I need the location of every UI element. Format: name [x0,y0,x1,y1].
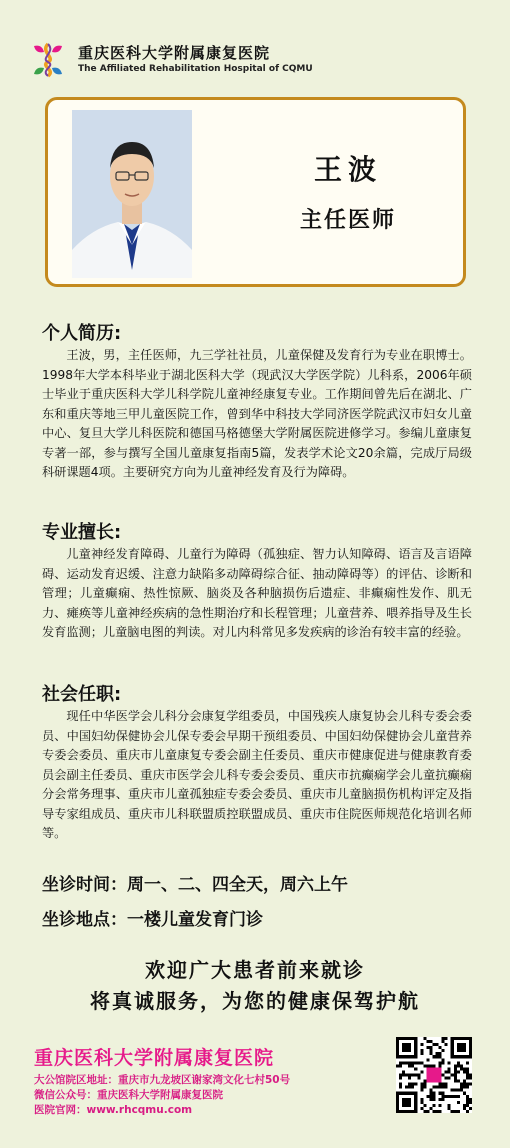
expertise-text: 儿童神经发育障碍、儿童行为障碍（孤独症、智力认知障碍、语言及言语障碍、运动发育迟缓、注意力缺陷多动障碍综合征、抽动障碍等）的评估、诊断和管理；儿童癫痫、热性惊厥、脑炎及各种脑损伤后遗症、非癫痫性发作、肌无力、瘫痪等儿童神经疾病的急性期治疗和长程管理；儿童营养、喂养指导及生长发育监测；儿童脑电图的判读。对儿内科常见多发疾病的诊治有较丰富的经验。 [42,547,472,639]
footer-wechat: 微信公众号：重庆医科大学附属康复医院 [34,1089,223,1101]
doctor-title: 主任医师 [299,208,396,233]
welcome-line-2: 将真诚服务，为您的健康保驾护航 [90,989,420,1013]
social-heading: 社会任职: [42,684,122,705]
footer-hospital-name: 重庆医科大学附属康复医院 [34,1047,275,1069]
footer-address: 大公馆院区地址：重庆市九龙坡区谢家湾文化七村50号 [34,1074,291,1086]
expertise-heading: 专业擅长: [42,522,122,543]
qr-code [396,1037,472,1113]
doctor-profile-card [45,97,466,287]
footer-website[interactable]: 医院官网：www.rhcqmu.com [34,1104,193,1116]
bio-text: 王波，男，主任医师，九三学社社员，儿童保健及发育行为专业在职博士。1998年大学本科毕业于湖北医科大学（现武汉大学医学院）儿科系，2006年硕士毕业于重庆医科大学儿科学院儿童神经康复专业。工作期间曾先后在湖北、广东和重庆等地三甲儿童医院工作，曾到华中科技大学同济医学院武汉市妇女儿童中心、复旦大学儿科医院和德国马格德堡大学附属医院进修学习。参编儿童康复专著一部，参与撰写全国儿童康复指南5篇，发表学术论文20余篇，完成厅局级科研课题4项。主要研究方向为儿童神经发育及行为障碍。 [42,348,472,479]
hospital-logo-icon [28,40,68,80]
hospital-header [28,40,488,82]
doctor-name: 王波 [313,153,382,186]
clinic-time: 坐诊时间：周一、二、四全天，周六上午 [42,875,348,895]
clinic-location: 坐诊地点：一楼儿童发育门诊 [42,910,263,930]
hospital-name-en: The Affiliated Rehabilitation Hospital of CQMU [78,64,313,74]
social-text: 现任中华医学会儿科分会康复学组委员，中国残疾人康复协会儿科专委会委员、中国妇幼保健协会儿保专委会早期干预组委员、中国妇幼保健协会儿童营养专委会委员、重庆市儿童康复专委会副主任委员、重庆市健康促进与健康教育委员会副主任委员、重庆市医学会儿科专委会委员、重庆市抗癫痫学会儿童抗癫痫分会常务理事、重庆市儿童孤独症专委会委员、重庆市儿童脑损伤机构评定及指导专家组成员、重庆市儿科联盟质控联盟成员、重庆市住院医师规范化培训名师等。 [42,709,472,840]
doctor-photo [72,110,192,278]
bio-heading: 个人简历: [42,323,122,344]
welcome-line-1: 欢迎广大患者前来就诊 [145,958,365,982]
hospital-name-cn: 重庆医科大学附属康复医院 [78,44,271,62]
